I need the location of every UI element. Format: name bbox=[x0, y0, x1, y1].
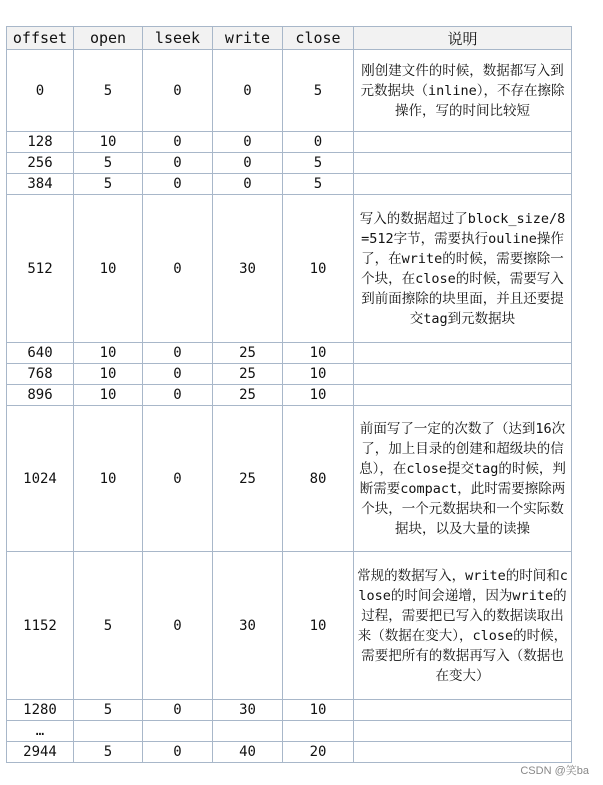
table-row bbox=[7, 343, 572, 364]
cell-close: 20 bbox=[283, 742, 354, 763]
cell-offset: … bbox=[7, 721, 74, 742]
cell-close: 5 bbox=[283, 50, 354, 132]
cell-lseek: 0 bbox=[143, 742, 213, 763]
cell-offset: 512 bbox=[7, 195, 74, 343]
table-row bbox=[7, 364, 572, 385]
cell-close: 10 bbox=[283, 195, 354, 343]
cell-offset: 384 bbox=[7, 174, 74, 195]
table-row bbox=[7, 721, 572, 742]
table-row bbox=[7, 700, 572, 721]
cell-offset: 256 bbox=[7, 153, 74, 174]
cell-lseek bbox=[143, 721, 213, 742]
cell-write: 25 bbox=[213, 406, 283, 552]
cell-note: 常规的数据写入，write的时间和close的时间会递增，因为write的过程，需要把已写入的数据读取出来（数据在变大），close的时候，需要把所有的数据再写入（数据也在变大） bbox=[354, 552, 572, 700]
header-write: write bbox=[213, 27, 283, 50]
header-open: open bbox=[74, 27, 143, 50]
header-row bbox=[7, 27, 572, 50]
cell-lseek: 0 bbox=[143, 195, 213, 343]
cell-write: 0 bbox=[213, 174, 283, 195]
cell-offset: 1280 bbox=[7, 700, 74, 721]
header-close: close bbox=[283, 27, 354, 50]
cell-open: 10 bbox=[74, 195, 143, 343]
cell-open: 5 bbox=[74, 742, 143, 763]
cell-offset: 768 bbox=[7, 364, 74, 385]
cell-lseek: 0 bbox=[143, 153, 213, 174]
cell-write: 0 bbox=[213, 132, 283, 153]
cell-open: 10 bbox=[74, 406, 143, 552]
cell-note bbox=[354, 343, 572, 364]
cell-lseek: 0 bbox=[143, 700, 213, 721]
timing-table bbox=[6, 26, 572, 763]
cell-close bbox=[283, 721, 354, 742]
table-row bbox=[7, 153, 572, 174]
cell-lseek: 0 bbox=[143, 174, 213, 195]
cell-lseek: 0 bbox=[143, 552, 213, 700]
cell-close: 5 bbox=[283, 153, 354, 174]
table-row bbox=[7, 742, 572, 763]
cell-note bbox=[354, 721, 572, 742]
table-row bbox=[7, 552, 572, 700]
cell-write: 25 bbox=[213, 343, 283, 364]
cell-open: 10 bbox=[74, 385, 143, 406]
cell-write: 30 bbox=[213, 195, 283, 343]
cell-close: 10 bbox=[283, 364, 354, 385]
cell-lseek: 0 bbox=[143, 364, 213, 385]
cell-note bbox=[354, 742, 572, 763]
cell-write: 25 bbox=[213, 385, 283, 406]
cell-open: 10 bbox=[74, 343, 143, 364]
cell-note: 写入的数据超过了block_size/8=512字节，需要执行ouline操作了，在write的时候，需要擦除一个块，在close的时候，需要写入到前面擦除的块里面，并且还要提交tag到元数据块 bbox=[354, 195, 572, 343]
cell-note bbox=[354, 385, 572, 406]
cell-open: 5 bbox=[74, 50, 143, 132]
cell-open: 5 bbox=[74, 552, 143, 700]
cell-open bbox=[74, 721, 143, 742]
cell-note bbox=[354, 174, 572, 195]
cell-note: 前面写了一定的次数了（达到16次了，加上目录的创建和超级块的信息），在close提交tag的时候，判断需要compact，此时需要擦除两个块，一个元数据块和一个实际数据块，以及大量的读操 bbox=[354, 406, 572, 552]
cell-note bbox=[354, 153, 572, 174]
cell-offset: 640 bbox=[7, 343, 74, 364]
cell-close: 10 bbox=[283, 700, 354, 721]
table-row bbox=[7, 406, 572, 552]
header-note: 说明 bbox=[354, 27, 572, 50]
cell-write: 0 bbox=[213, 153, 283, 174]
cell-offset: 1152 bbox=[7, 552, 74, 700]
cell-lseek: 0 bbox=[143, 406, 213, 552]
header-lseek: lseek bbox=[143, 27, 213, 50]
cell-close: 5 bbox=[283, 174, 354, 195]
table-row bbox=[7, 385, 572, 406]
cell-open: 5 bbox=[74, 153, 143, 174]
cell-close: 0 bbox=[283, 132, 354, 153]
cell-offset: 1024 bbox=[7, 406, 74, 552]
cell-offset: 2944 bbox=[7, 742, 74, 763]
header-offset: offset bbox=[7, 27, 74, 50]
cell-write: 0 bbox=[213, 50, 283, 132]
cell-note bbox=[354, 364, 572, 385]
cell-write: 30 bbox=[213, 552, 283, 700]
cell-write bbox=[213, 721, 283, 742]
cell-offset: 128 bbox=[7, 132, 74, 153]
cell-close: 10 bbox=[283, 343, 354, 364]
cell-offset: 896 bbox=[7, 385, 74, 406]
cell-note bbox=[354, 132, 572, 153]
cell-open: 10 bbox=[74, 364, 143, 385]
cell-close: 80 bbox=[283, 406, 354, 552]
cell-lseek: 0 bbox=[143, 132, 213, 153]
cell-note bbox=[354, 700, 572, 721]
cell-note: 刚创建文件的时候，数据都写入到元数据块（inline），不存在擦除操作，写的时间比较短 bbox=[354, 50, 572, 132]
table-row bbox=[7, 50, 572, 132]
cell-write: 30 bbox=[213, 700, 283, 721]
cell-open: 5 bbox=[74, 174, 143, 195]
cell-close: 10 bbox=[283, 552, 354, 700]
cell-open: 5 bbox=[74, 700, 143, 721]
cell-lseek: 0 bbox=[143, 50, 213, 132]
table-row bbox=[7, 132, 572, 153]
cell-offset: 0 bbox=[7, 50, 74, 132]
table-row bbox=[7, 174, 572, 195]
cell-write: 25 bbox=[213, 364, 283, 385]
cell-open: 10 bbox=[74, 132, 143, 153]
cell-lseek: 0 bbox=[143, 385, 213, 406]
watermark: CSDN @笑ba bbox=[520, 765, 589, 777]
cell-write: 40 bbox=[213, 742, 283, 763]
cell-close: 10 bbox=[283, 385, 354, 406]
table-row bbox=[7, 195, 572, 343]
cell-lseek: 0 bbox=[143, 343, 213, 364]
